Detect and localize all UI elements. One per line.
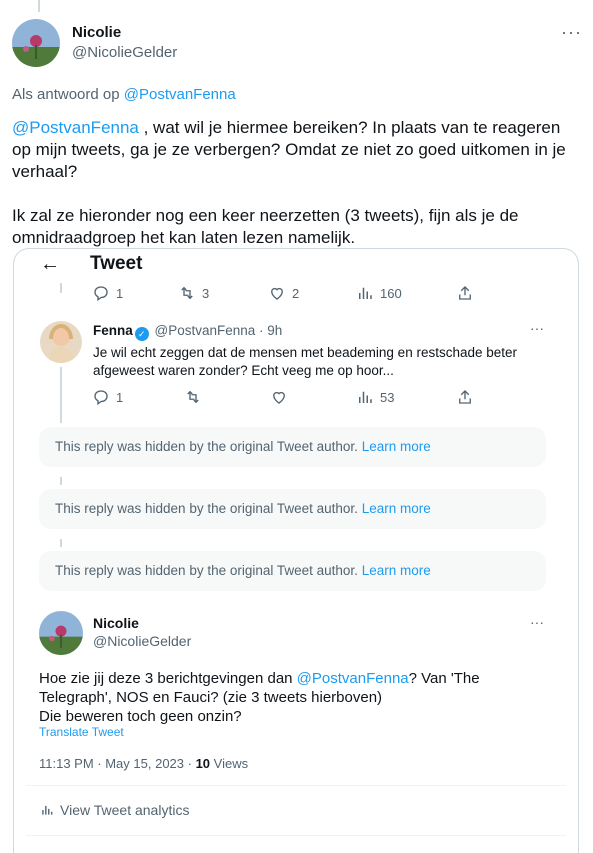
reply-icon bbox=[92, 388, 110, 406]
thread-connector bbox=[60, 477, 62, 485]
embedded-image[interactable] bbox=[13, 248, 579, 853]
translate-link: Translate Tweet bbox=[39, 725, 124, 739]
hidden-reply bbox=[39, 489, 546, 529]
hidden-reply bbox=[39, 427, 546, 467]
nicolie-mention: @PostvanFenna bbox=[296, 670, 409, 687]
learn-more-link: Learn more bbox=[361, 501, 431, 516]
fenna-name: Fenna bbox=[93, 323, 133, 338]
learn-more-link: Learn more bbox=[361, 439, 431, 454]
nicolie-text-b: ? Van 'The Telegraph', NOS en Fauci? (zie 3 tweets hierboven) bbox=[39, 670, 480, 706]
back-arrow-icon: ← bbox=[40, 253, 60, 275]
avatar[interactable] bbox=[12, 19, 60, 67]
retweet-icon bbox=[178, 284, 196, 302]
retweet-count: 3 bbox=[202, 285, 210, 301]
hidden-reply-text: This reply was hidden by the original Tweet author. bbox=[55, 501, 358, 516]
fenna-view-count: 53 bbox=[380, 389, 395, 405]
share-icon bbox=[456, 388, 474, 406]
analytics-icon bbox=[356, 284, 374, 302]
nicolie-more-icon: ··· bbox=[530, 614, 544, 630]
hidden-reply-text: This reply was hidden by the original Tweet author. bbox=[55, 439, 358, 454]
reply-icon bbox=[92, 284, 110, 302]
fenna-handle-time: @PostvanFenna · 9h bbox=[154, 323, 283, 338]
fenna-like-action bbox=[270, 388, 288, 406]
nicolie-avatar bbox=[39, 611, 83, 655]
page-title: Tweet bbox=[90, 253, 143, 274]
view-analytics-label: View Tweet analytics bbox=[60, 802, 190, 818]
reply-count: 1 bbox=[116, 285, 124, 301]
timestamp bbox=[39, 756, 248, 771]
divider bbox=[26, 835, 566, 836]
share-action bbox=[456, 284, 474, 302]
divider bbox=[26, 785, 566, 786]
learn-more-link: Learn more bbox=[361, 563, 431, 578]
fenna-more-icon: ··· bbox=[530, 320, 544, 336]
thread-connector bbox=[38, 0, 40, 12]
fenna-header bbox=[93, 323, 282, 341]
heart-icon bbox=[268, 284, 286, 302]
thread-connector bbox=[60, 367, 62, 423]
fenna-text-line-1: Je wil echt zeggen dat de mensen met beademing en restschade beter bbox=[93, 345, 518, 360]
fenna-reply-count: 1 bbox=[116, 389, 124, 405]
retweet-icon bbox=[184, 388, 202, 406]
fenna-avatar bbox=[40, 321, 82, 363]
views-label: Views bbox=[210, 756, 249, 771]
reply-context bbox=[12, 86, 236, 103]
author-handle[interactable]: @NicolieGelder bbox=[72, 44, 178, 61]
fenna-avatar-photo bbox=[40, 321, 82, 363]
fenna-views-action bbox=[356, 388, 394, 406]
fenna-share-action bbox=[456, 388, 474, 406]
more-options-icon[interactable]: ··· bbox=[561, 22, 582, 42]
author-name[interactable]: Nicolie bbox=[72, 24, 122, 41]
nicolie-text bbox=[39, 669, 539, 726]
view-analytics bbox=[40, 802, 189, 818]
like-count: 2 bbox=[292, 285, 300, 301]
view-count: 160 bbox=[380, 285, 402, 301]
heart-icon bbox=[270, 388, 288, 406]
analytics-icon bbox=[40, 803, 54, 817]
hidden-reply-text: This reply was hidden by the original Tweet author. bbox=[55, 563, 358, 578]
nicolie-handle: @NicolieGelder bbox=[93, 633, 192, 649]
fenna-retweet-action bbox=[184, 388, 202, 406]
share-icon bbox=[456, 284, 474, 302]
tweet-text: , wat wil je hiermee bereiken? In plaats van te reageren op mijn tweets, ga je ze verbergen? Omdat ze niet zo goed uitkomen in je verhaal? bbox=[12, 118, 566, 181]
avatar-photo bbox=[12, 19, 60, 67]
hidden-reply bbox=[39, 551, 546, 591]
nicolie-text-a: Hoe zie jij deze 3 berichtgevingen dan bbox=[39, 670, 297, 687]
reply-prefix: Als antwoord op bbox=[12, 86, 120, 103]
reply-to-link[interactable]: @PostvanFenna bbox=[123, 86, 236, 103]
retweet-action bbox=[178, 284, 209, 302]
views-action bbox=[356, 284, 402, 302]
analytics-icon bbox=[356, 388, 374, 406]
fenna-reply-action bbox=[92, 388, 123, 406]
timestamp-text: 11:13 PM · May 15, 2023 · bbox=[39, 756, 196, 771]
tweet-text-2: Ik zal ze hieronder nog een keer neerzetten (3 tweets), fijn als je de omnidraadgroep het kan laten lezen namelijk. bbox=[12, 206, 519, 247]
nicolie-avatar-photo bbox=[39, 611, 83, 655]
thread-connector bbox=[60, 283, 62, 293]
mention-link[interactable]: @PostvanFenna bbox=[12, 118, 139, 137]
fenna-text-line-2: afgeweest waren zonder? Echt veeg me op hoor... bbox=[93, 363, 394, 378]
views-count: 10 bbox=[195, 756, 211, 771]
like-action bbox=[268, 284, 299, 302]
verified-badge-icon: ✓ bbox=[135, 327, 149, 341]
thread-connector bbox=[60, 539, 62, 547]
nicolie-name: Nicolie bbox=[93, 615, 139, 631]
nicolie-text-c: Die beweren toch geen onzin? bbox=[39, 708, 242, 725]
reply-action bbox=[92, 284, 123, 302]
fenna-text bbox=[93, 344, 563, 380]
